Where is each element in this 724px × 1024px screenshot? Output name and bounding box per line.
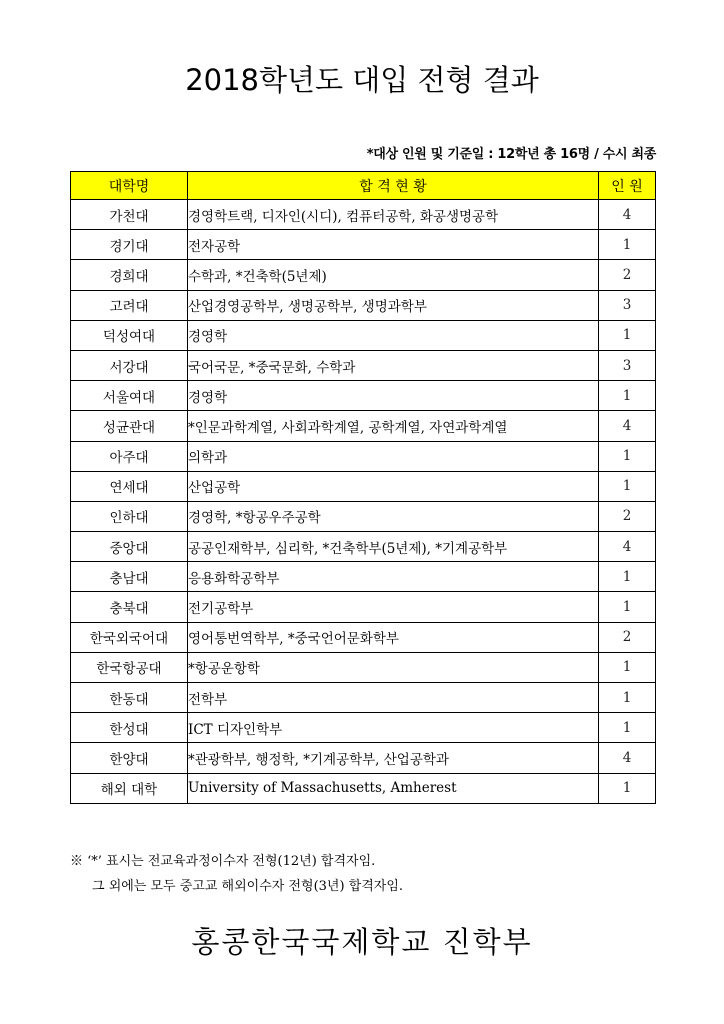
school-department: 홍콩한국국제학교 진학부	[191, 925, 533, 959]
table-row	[71, 592, 656, 622]
count-cell: 4	[599, 411, 656, 441]
table-header-row	[71, 172, 656, 200]
results-cell: 경영학	[188, 320, 599, 350]
count-cell: 2	[599, 260, 656, 290]
header-count: 인 원	[599, 172, 656, 200]
header-university: 대학명	[71, 172, 188, 200]
count-cell: 1	[599, 652, 656, 682]
university-cell: 성균관대	[71, 411, 188, 441]
admission-results-table	[70, 171, 656, 804]
university-cell: 한국외국어대	[71, 622, 188, 652]
count-cell: 1	[599, 230, 656, 260]
table-row	[71, 532, 656, 562]
criteria-note: *대상 인원 및 기준일 : 12학년 총 16명 / 수시 최종	[366, 147, 656, 162]
count-cell: 1	[599, 683, 656, 713]
table-row	[71, 230, 656, 260]
table-row	[71, 652, 656, 682]
results-cell: 전기공학부	[188, 592, 599, 622]
table-row	[71, 411, 656, 441]
header-results: 합 격 현 황	[188, 172, 599, 200]
results-cell: ICT 디자인학부	[188, 713, 599, 743]
count-cell: 2	[599, 501, 656, 531]
note-others: 그 외에는 모두 중고교 해외이수자 전형(3년) 합격자임.	[92, 879, 404, 894]
count-cell: 4	[599, 743, 656, 773]
table-row	[71, 562, 656, 592]
count-cell: 4	[599, 200, 656, 230]
count-cell: 1	[599, 471, 656, 501]
results-cell: *인문과학계열, 사회과학계열, 공학계열, 자연과학계열	[188, 411, 599, 441]
university-cell: 경기대	[71, 230, 188, 260]
note-asterisk: ※ ‘*’ 표시는 전교육과정이수자 전형(12년) 합격자임.	[70, 854, 376, 869]
table-row	[71, 441, 656, 471]
results-cell: *항공운항학	[188, 652, 599, 682]
table-row	[71, 200, 656, 230]
table-row	[71, 290, 656, 320]
university-cell: 한양대	[71, 743, 188, 773]
results-cell: 산업공학	[188, 471, 599, 501]
results-cell: 경영학트랙, 디자인(시디), 컴퓨터공학, 화공생명공학	[188, 200, 599, 230]
table-row	[71, 683, 656, 713]
results-cell: 영어통번역학부, *중국언어문화학부	[188, 622, 599, 652]
university-cell: 충남대	[71, 562, 188, 592]
results-cell: *관광학부, 행정학, *기계공학부, 산업공학과	[188, 743, 599, 773]
results-cell: 수학과, *건축학(5년제)	[188, 260, 599, 290]
university-cell: 인하대	[71, 501, 188, 531]
table-row	[71, 260, 656, 290]
university-cell: 해외 대학	[71, 773, 188, 803]
results-cell: 응용화학공학부	[188, 562, 599, 592]
table-row	[71, 501, 656, 531]
university-cell: 가천대	[71, 200, 188, 230]
count-cell: 1	[599, 320, 656, 350]
results-cell: 의학과	[188, 441, 599, 471]
university-cell: 고려대	[71, 290, 188, 320]
university-cell: 연세대	[71, 471, 188, 501]
table-row	[71, 622, 656, 652]
university-cell: 서울여대	[71, 381, 188, 411]
university-cell: 한국항공대	[71, 652, 188, 682]
count-cell: 3	[599, 290, 656, 320]
count-cell: 1	[599, 441, 656, 471]
page-title: 2018학년도 대입 전형 결과	[185, 63, 539, 97]
count-cell: 1	[599, 381, 656, 411]
results-cell: University of Massachusetts, Amherest	[188, 773, 599, 803]
count-cell: 3	[599, 350, 656, 380]
university-cell: 한동대	[71, 683, 188, 713]
results-cell: 산업경영공학부, 생명공학부, 생명과학부	[188, 290, 599, 320]
count-cell: 1	[599, 713, 656, 743]
university-cell: 중앙대	[71, 532, 188, 562]
table-row	[71, 471, 656, 501]
university-cell: 서강대	[71, 350, 188, 380]
table-row	[71, 350, 656, 380]
count-cell: 4	[599, 532, 656, 562]
results-cell: 전학부	[188, 683, 599, 713]
university-cell: 아주대	[71, 441, 188, 471]
university-cell: 충북대	[71, 592, 188, 622]
count-cell: 2	[599, 622, 656, 652]
university-cell: 경희대	[71, 260, 188, 290]
results-cell: 국어국문, *중국문화, 수학과	[188, 350, 599, 380]
results-cell: 경영학, *항공우주공학	[188, 501, 599, 531]
table-row	[71, 713, 656, 743]
university-cell: 한성대	[71, 713, 188, 743]
results-cell: 경영학	[188, 381, 599, 411]
table-row	[71, 320, 656, 350]
count-cell: 1	[599, 773, 656, 803]
table-row	[71, 381, 656, 411]
count-cell: 1	[599, 592, 656, 622]
results-cell: 공공인재학부, 심리학, *건축학부(5년제), *기계공학부	[188, 532, 599, 562]
count-cell: 1	[599, 562, 656, 592]
table-row	[71, 743, 656, 773]
university-cell: 덕성여대	[71, 320, 188, 350]
table-row	[71, 773, 656, 803]
results-cell: 전자공학	[188, 230, 599, 260]
